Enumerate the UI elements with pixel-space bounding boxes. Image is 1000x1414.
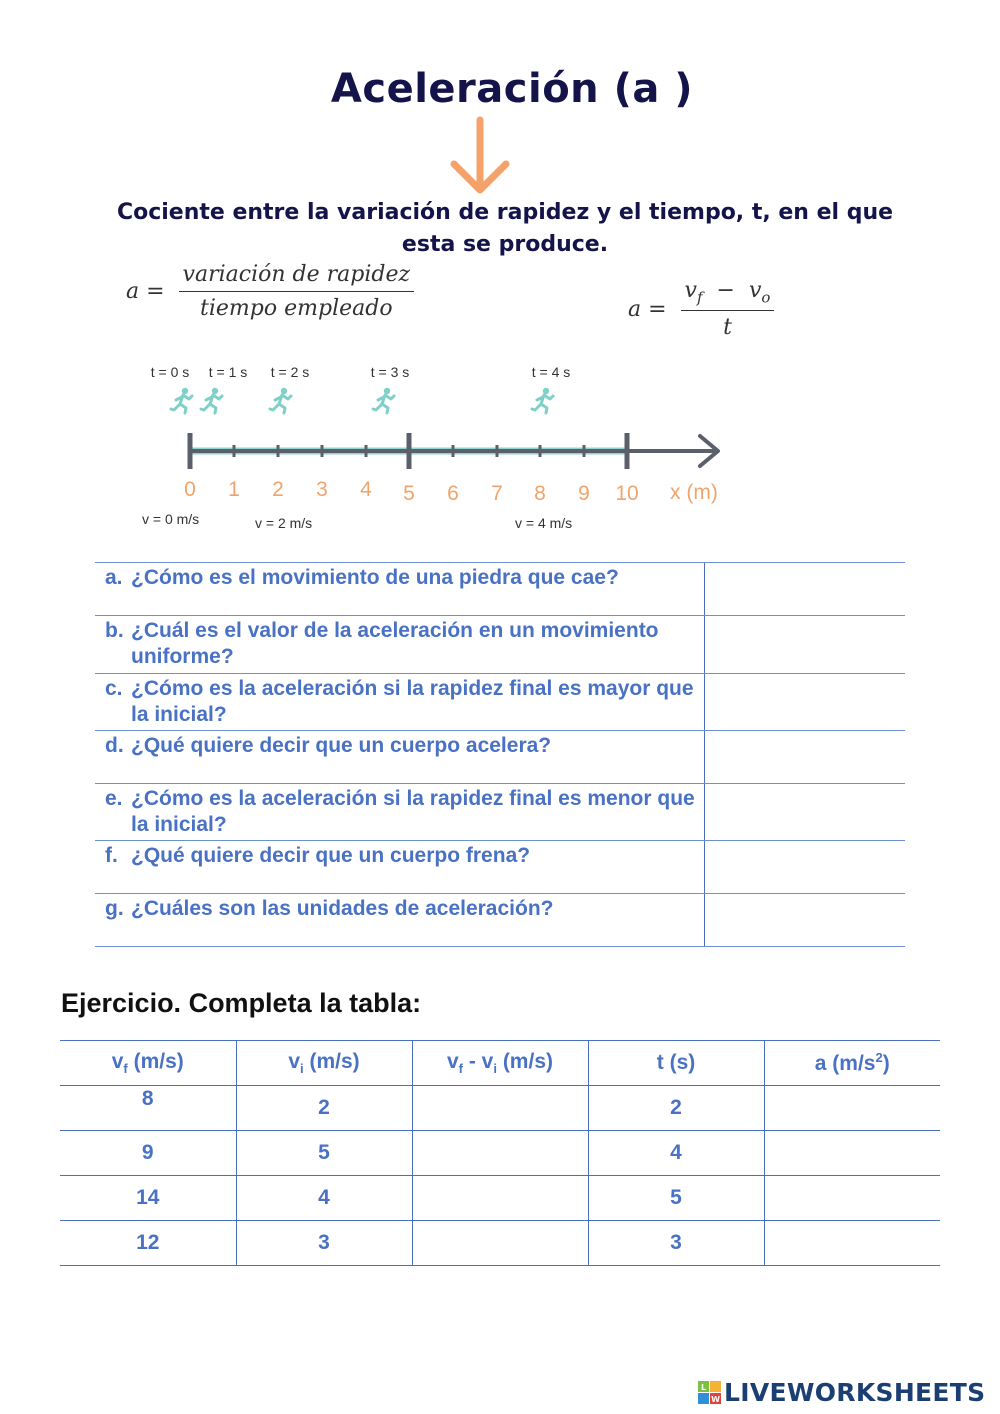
question-text: ¿Qué quiere decir que un cuerpo acelera? — [131, 734, 552, 757]
question-letter: a. — [105, 566, 123, 589]
cell-vf: 9 — [60, 1131, 236, 1176]
cell-a[interactable] — [764, 1131, 940, 1176]
table-row — [60, 1176, 940, 1221]
cell-diff[interactable] — [412, 1176, 588, 1221]
question-row — [95, 731, 905, 784]
arrow-down-icon — [446, 116, 516, 198]
runner-icon — [201, 388, 222, 413]
axis-tick-label: 8 — [534, 482, 546, 505]
questions-table — [95, 562, 905, 947]
question-text: ¿Cómo es la aceleración si la rapidez final es mayor que la inicial? — [131, 677, 694, 726]
time-label: t = 3 s — [370, 364, 410, 380]
cell-vf: 8 — [60, 1086, 236, 1131]
cell-vf: 14 — [60, 1176, 236, 1221]
question-letter: f. — [105, 844, 118, 867]
header-acceleration: a $(m/s^2)$ — [764, 1041, 940, 1086]
liveworksheets-logo — [698, 1378, 985, 1407]
axis-label: x (m) — [670, 481, 718, 504]
definition-text: Cociente entre la variación de rapidez y el tiempo, t, en el que esta se produce. — [116, 200, 894, 257]
logo-letter-l: L — [700, 1382, 707, 1392]
axis-tick-label: 0 — [184, 478, 196, 501]
question-text: ¿Cuáles son las unidades de aceleración? — [131, 897, 554, 920]
axis-tick-label: 9 — [578, 482, 590, 505]
header-vf: $v_f$ (m/s) — [60, 1041, 236, 1086]
table-row — [60, 1131, 940, 1176]
question-text: ¿Qué quiere decir que un cuerpo frena? — [131, 844, 531, 867]
cell-a[interactable] — [764, 1221, 940, 1266]
question-text: ¿Cómo es el movimiento de una piedra que cae? — [131, 566, 619, 589]
question-cell — [95, 563, 705, 616]
time-label: t = 1 s — [208, 364, 248, 380]
question-row — [95, 563, 905, 616]
axis-tick-label: 5 — [403, 482, 415, 505]
page-title: Aceleración (a ) — [330, 66, 694, 112]
cell-a[interactable] — [764, 1086, 940, 1131]
cell-vi: 5 — [236, 1131, 412, 1176]
answer-cell[interactable] — [705, 563, 906, 616]
question-letter: d. — [105, 734, 124, 757]
question-cell — [95, 841, 705, 894]
formula2-numerator: $v_f - v_o$ — [681, 278, 775, 311]
table-row — [60, 1221, 940, 1266]
question-row — [95, 841, 905, 894]
cell-diff[interactable] — [412, 1221, 588, 1266]
runner-icon — [373, 388, 394, 413]
time-label: t = 2 s — [270, 364, 310, 380]
axis-tick-label: 7 — [491, 482, 503, 505]
time-label: t = 0 s — [150, 364, 190, 380]
answer-cell[interactable] — [705, 616, 906, 674]
question-cell — [95, 616, 705, 674]
question-letter: g. — [105, 897, 124, 920]
question-cell — [95, 894, 705, 947]
answer-cell[interactable] — [705, 731, 906, 784]
formula2-denominator: t — [723, 315, 732, 341]
axis-tick-label: 4 — [360, 478, 372, 501]
question-letter: b. — [105, 619, 124, 642]
question-letter: e. — [105, 787, 123, 810]
answer-cell[interactable] — [705, 784, 906, 841]
runner-icon — [532, 388, 553, 413]
logo-text: LIVEWORKSHEETS — [724, 1378, 986, 1407]
cell-vi: 2 — [236, 1086, 412, 1131]
formula2-lhs: a = — [628, 296, 667, 322]
question-text: ¿Cómo es la aceleración si la rapidez final es menor que la inicial? — [131, 787, 695, 836]
header-difference: $v_f - v_i$ (m/s) — [412, 1041, 588, 1086]
velocity-label: v = 0 m/s — [142, 511, 200, 527]
table-row — [60, 1086, 940, 1131]
cell-diff[interactable] — [412, 1086, 588, 1131]
question-row — [95, 894, 905, 947]
axis-tick-label: 3 — [316, 478, 328, 501]
cell-vf: 12 — [60, 1221, 236, 1266]
time-label: t = 4 s — [531, 364, 571, 380]
axis-tick-label: 2 — [272, 478, 284, 501]
exercise-table — [60, 1040, 940, 1266]
formula-verbal — [126, 262, 414, 321]
axis-tick-label: 10 — [615, 482, 639, 505]
formula-lhs: a = — [126, 279, 165, 304]
motion-diagram — [0, 350, 1000, 550]
question-text: ¿Cuál es el valor de la aceleración en un movimiento uniforme? — [131, 619, 659, 668]
cell-t: 2 — [588, 1086, 764, 1131]
cell-vi: 3 — [236, 1221, 412, 1266]
velocity-label: v = 4 m/s — [515, 515, 573, 531]
answer-cell[interactable] — [705, 674, 906, 731]
cell-t: 5 — [588, 1176, 764, 1221]
question-letter: c. — [105, 677, 123, 700]
formula-denominator: tiempo empleado — [200, 296, 393, 321]
answer-cell[interactable] — [705, 841, 906, 894]
header-time: t (s) — [588, 1041, 764, 1086]
formula-symbolic — [628, 278, 774, 340]
question-row — [95, 784, 905, 841]
logo-icon — [698, 1381, 722, 1405]
question-row — [95, 674, 905, 731]
cell-vi: 4 — [236, 1176, 412, 1221]
question-row — [95, 616, 905, 674]
cell-a[interactable] — [764, 1176, 940, 1221]
runner-icon — [270, 388, 291, 413]
question-cell — [95, 784, 705, 841]
header-vi: $v_i$ (m/s) — [236, 1041, 412, 1086]
cell-diff[interactable] — [412, 1131, 588, 1176]
question-cell — [95, 674, 705, 731]
cell-t: 4 — [588, 1131, 764, 1176]
formula-numerator: variación de rapidez — [179, 262, 415, 292]
exercise-title: Ejercicio. Completa la tabla: — [61, 988, 422, 1018]
cell-t: 3 — [588, 1221, 764, 1266]
axis-tick-label: 1 — [228, 478, 240, 501]
axis-tick-label: 6 — [447, 482, 459, 505]
runner-icon — [171, 388, 192, 413]
logo-letter-w: W — [711, 1394, 720, 1404]
question-cell — [95, 731, 705, 784]
answer-cell[interactable] — [705, 894, 906, 947]
velocity-label: v = 2 m/s — [255, 515, 313, 531]
